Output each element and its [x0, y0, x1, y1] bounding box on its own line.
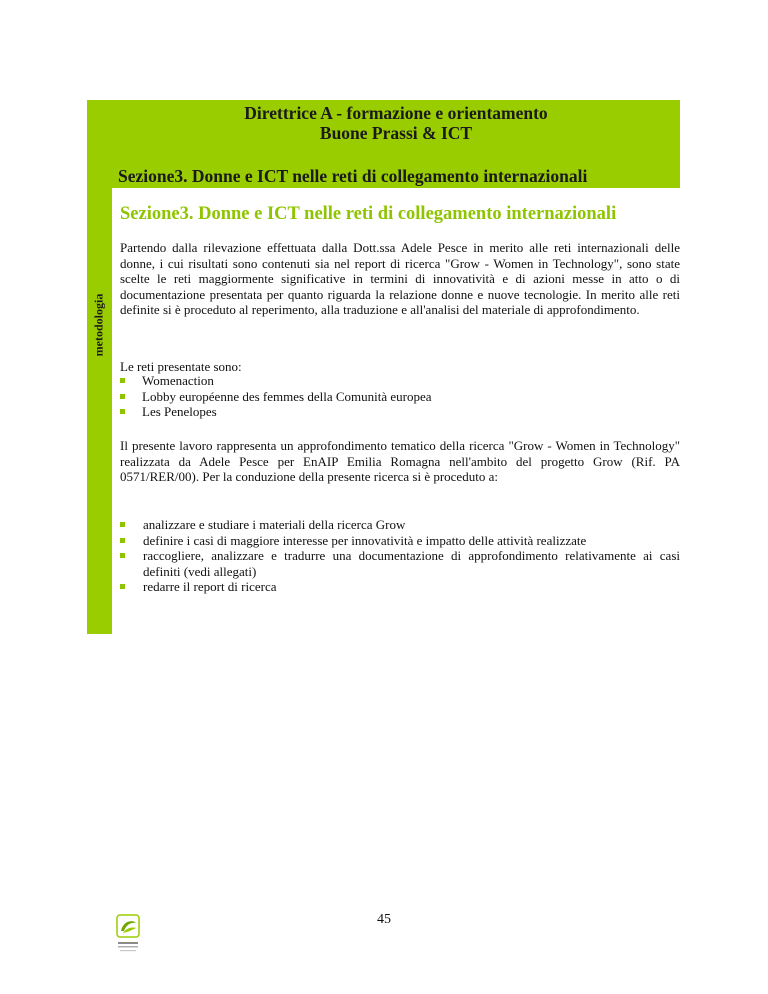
side-label: metodologia — [91, 293, 106, 357]
header-section-title: Sezione3. Donne e ICT nelle reti di collegamento internazionali — [118, 166, 588, 186]
networks-intro: Le reti presentate sono: — [120, 359, 242, 374]
list-item: analizzare e studiare i materiali della ricerca Grow — [120, 517, 680, 533]
list-item: definire i casi di maggiore interesse per innovatività e impatto delle attività realizzate — [120, 533, 680, 549]
bullet-square-icon — [120, 538, 125, 543]
list-item: Les Penelopes — [120, 404, 432, 420]
bullet-square-icon — [120, 394, 125, 399]
list-item: Lobby européenne des femmes della Comunità europea — [120, 389, 432, 405]
page-number: 45 — [377, 912, 391, 927]
bullet-square-icon — [120, 378, 125, 383]
intro-paragraph: Partendo dalla rilevazione effettuata dalla Dott.ssa Adele Pesce in merito alle reti internazionali delle donne, i cui risultati sono contenuti sia nel report di ricerca "Grow - Women in Technology", sono state scelte le reti maggiormente significative in termini di innovatività e di azioni messe in atto o di documentazione presentata per quanto riguarda la relazione donne e nuove tecnologie. In merito alle reti definite si è proceduto al reperimento, alla traduzione e all'analisi del materiale di approfondimento. — [120, 240, 680, 318]
bullet-square-icon — [120, 409, 125, 414]
list-item: Womenaction — [120, 373, 432, 389]
side-bar — [87, 188, 112, 634]
bullet-square-icon — [120, 584, 125, 589]
bullet-square-icon — [120, 553, 125, 558]
bullet-square-icon — [120, 522, 125, 527]
section-title: Sezione3. Donne e ICT nelle reti di collegamento internazionali — [120, 204, 617, 224]
list-item: raccogliere, analizzare e tradurre una documentazione di approfondimento relativamente ai casi definiti (vedi allegati) — [120, 548, 680, 579]
header-title: Direttrice A - formazione e orientamento — [244, 103, 548, 123]
networks-list — [120, 373, 432, 420]
list-item: redarre il report di ricerca — [120, 579, 680, 595]
method-paragraph: Il presente lavoro rappresenta un approfondimento tematico della ricerca "Grow - Women in Technology" realizzata da Adele Pesce per EnAIP Emilia Romagna nell'ambito del progetto Grow (Rif. PA 0571/RER/00). Per la conduzione della presente ricerca si è proceduto a: — [120, 438, 680, 485]
enaip-logo-icon — [115, 913, 143, 957]
header-subtitle: Buone Prassi & ICT — [319, 123, 473, 143]
steps-list — [120, 517, 680, 595]
